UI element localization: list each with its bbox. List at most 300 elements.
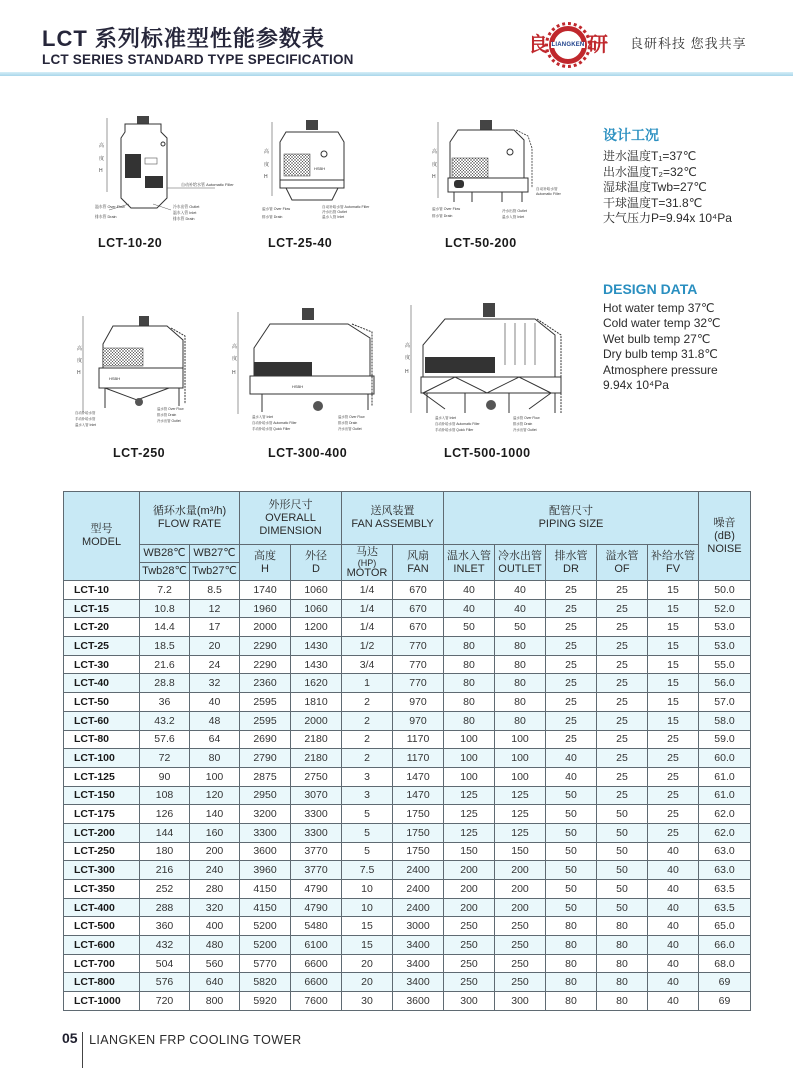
table-cell: 50 <box>597 842 648 861</box>
svg-text:自动补给水管: 自动补给水管 <box>536 187 558 191</box>
header-fan-en: FAN ASSEMBLY <box>351 518 434 530</box>
table-cell: 770 <box>393 674 444 693</box>
svg-text:高: 高 <box>232 344 238 350</box>
table-cell: 160 <box>190 823 240 842</box>
table-cell: 53.0 <box>699 637 751 656</box>
table-cell: 180 <box>140 842 190 861</box>
table-cell: 200 <box>495 861 546 880</box>
table-cell: 15 <box>648 693 699 712</box>
table-cell: 2000 <box>240 618 291 637</box>
table-cell: 1/4 <box>342 599 393 618</box>
header-model-cn: 型号 <box>90 523 113 535</box>
table-cell: 25 <box>648 823 699 842</box>
table-cell: 61.0 <box>699 767 751 786</box>
table-cell: 3070 <box>291 786 342 805</box>
table-cell: 80 <box>546 917 597 936</box>
svg-text:H: H <box>432 174 436 180</box>
header-noise-cn: 噪音 <box>713 516 736 529</box>
table-cell: 50 <box>546 898 597 917</box>
svg-text:度: 度 <box>77 358 83 364</box>
table-cell: 2690 <box>240 730 291 749</box>
table-cell: 50 <box>597 880 648 899</box>
header-piping-cn: 配管尺寸 <box>549 505 593 517</box>
header-wb27: WB27℃ <box>190 545 240 563</box>
svg-text:自动补给水管 Automatic Filler: 自动补给水管 Automatic Filler <box>322 205 370 209</box>
header-dim-en2: DIMENSION <box>259 524 322 537</box>
table-cell: 50.0 <box>699 581 751 600</box>
diagram-label: LCT-300-400 <box>268 446 348 460</box>
table-cell: 25 <box>546 655 597 674</box>
table-cell: 300 <box>495 992 546 1011</box>
table-cell: 40 <box>546 767 597 786</box>
cooling-tower-large-icon <box>432 118 592 223</box>
table-cell: 43.2 <box>140 711 190 730</box>
table-cell: 125 <box>444 786 495 805</box>
table-cell: 56.0 <box>699 674 751 693</box>
model-cell: LCT-40 <box>64 674 140 693</box>
header-wb28: WB28℃ <box>140 545 190 563</box>
table-cell: 25 <box>597 655 648 674</box>
table-cell: 280 <box>190 880 240 899</box>
design-data-line: 9.94x 10⁴Pa <box>603 378 669 392</box>
table-cell: 100 <box>444 749 495 768</box>
table-cell: 80 <box>444 674 495 693</box>
header-height-en: H <box>261 562 269 575</box>
table-cell: 3200 <box>240 805 291 824</box>
svg-text:自动补给水管: 自动补给水管 <box>75 411 96 415</box>
table-row <box>64 711 751 730</box>
table-cell: 288 <box>140 898 190 917</box>
table-cell: 1620 <box>291 674 342 693</box>
model-cell: LCT-150 <box>64 786 140 805</box>
svg-text:自动补给水管 Automatic Filler: 自动补给水管 Automatic Filler <box>252 421 297 425</box>
table-cell: 250 <box>495 917 546 936</box>
gear-icon <box>549 26 587 64</box>
table-cell: 80 <box>546 973 597 992</box>
table-cell: 250 <box>495 973 546 992</box>
table-cell: 63.0 <box>699 842 751 861</box>
table-cell: 2400 <box>393 898 444 917</box>
table-cell: 80 <box>597 936 648 955</box>
svg-text:自动补给水管 Automatic Filler: 自动补给水管 Automatic Filler <box>181 182 234 187</box>
model-cell: LCT-30 <box>64 655 140 674</box>
table-cell: 25 <box>597 581 648 600</box>
table-cell: 200 <box>495 880 546 899</box>
table-cell: 1170 <box>393 730 444 749</box>
table-cell: 36 <box>140 693 190 712</box>
table-cell: 20 <box>342 954 393 973</box>
model-cell: LCT-25 <box>64 637 140 656</box>
table-cell: 970 <box>393 693 444 712</box>
header-dia-cn: 外径 <box>305 549 327 562</box>
table-cell: 59.0 <box>699 730 751 749</box>
logo-left-char: 良 <box>528 34 548 56</box>
header-fan-cn: 送风装置 <box>370 505 415 517</box>
table-cell: 140 <box>190 805 240 824</box>
table-cell: 50 <box>546 861 597 880</box>
header-outlet-en: OUTLET <box>498 562 542 575</box>
table-cell: 5480 <box>291 917 342 936</box>
table-cell: 25 <box>648 730 699 749</box>
table-cell: 7.2 <box>140 581 190 600</box>
table-cell: 1060 <box>291 581 342 600</box>
table-cell: 90 <box>140 767 190 786</box>
header-piping-en: PIPING SIZE <box>538 518 604 530</box>
table-cell: 300 <box>444 992 495 1011</box>
table-cell: 2400 <box>393 880 444 899</box>
table-row <box>64 880 751 899</box>
table-cell: 25 <box>648 786 699 805</box>
brand-slogan: 良研科技 您我共享 <box>630 36 747 51</box>
svg-text:溢水管 Over Flow: 溢水管 Over Flow <box>157 407 184 411</box>
table-cell: 28.8 <box>140 674 190 693</box>
table-cell: 1/4 <box>342 581 393 600</box>
table-cell: 25 <box>648 749 699 768</box>
table-cell: 120 <box>190 786 240 805</box>
table-cell: 3300 <box>291 823 342 842</box>
table-cell: 80 <box>444 693 495 712</box>
svg-text:溢水管 Over Flow: 溢水管 Over Flow <box>513 416 540 420</box>
model-cell: LCT-200 <box>64 823 140 842</box>
table-cell: 65.0 <box>699 917 751 936</box>
table-cell: 100 <box>444 767 495 786</box>
svg-text:排水管 Drain: 排水管 Drain <box>173 217 195 221</box>
model-cell: LCT-125 <box>64 767 140 786</box>
specification-table <box>63 491 751 1011</box>
table-cell: 15 <box>648 655 699 674</box>
svg-text:冷水出管 Outlet: 冷水出管 Outlet <box>338 427 362 431</box>
header-model <box>64 492 140 581</box>
table-cell: 4150 <box>240 898 291 917</box>
table-cell: 15 <box>648 618 699 637</box>
table-row <box>64 655 751 674</box>
table-row <box>64 581 751 600</box>
model-cell: LCT-600 <box>64 936 140 955</box>
cooling-tower-small-icon <box>95 112 255 222</box>
table-cell: 1430 <box>291 637 342 656</box>
table-cell: 2 <box>342 730 393 749</box>
design-data-line: 湿球温度Twb=27℃ <box>603 180 707 194</box>
table-row <box>64 730 751 749</box>
svg-text:高: 高 <box>77 346 83 352</box>
svg-text:温水入管 Inlet: 温水入管 Inlet <box>252 415 273 419</box>
header-diameter <box>291 545 342 581</box>
table-cell: 480 <box>190 936 240 955</box>
table-cell: 5820 <box>240 973 291 992</box>
svg-text:HSBH: HSBH <box>109 376 121 381</box>
svg-text:H: H <box>99 168 103 174</box>
table-cell: 1200 <box>291 618 342 637</box>
table-cell: 125 <box>495 823 546 842</box>
design-data-line: Atmosphere pressure <box>603 362 718 377</box>
svg-text:排水管 Drain: 排水管 Drain <box>262 215 283 219</box>
table-cell: 2 <box>342 749 393 768</box>
svg-text:溢水管 Over Flow: 溢水管 Over Flow <box>262 207 291 211</box>
table-cell: 40 <box>648 861 699 880</box>
header-twb27: Twb27℃ <box>190 563 240 581</box>
table-cell: 320 <box>190 898 240 917</box>
model-cell: LCT-300 <box>64 861 140 880</box>
header-divider <box>0 72 793 76</box>
table-cell: 8.5 <box>190 581 240 600</box>
model-cell: LCT-20 <box>64 618 140 637</box>
table-cell: 25 <box>597 730 648 749</box>
footer-text: LIANGKEN FRP COOLING TOWER <box>89 1033 302 1047</box>
table-cell: 250 <box>444 954 495 973</box>
table-row <box>64 973 751 992</box>
model-cell: LCT-700 <box>64 954 140 973</box>
table-cell: 21.6 <box>140 655 190 674</box>
model-cell: LCT-1000 <box>64 992 140 1011</box>
header-outlet-cn: 冷水出管 <box>498 549 542 562</box>
model-cell: LCT-800 <box>64 973 140 992</box>
design-data-line: 出水温度T₂=32℃ <box>603 164 697 179</box>
table-cell: 25 <box>597 674 648 693</box>
table-cell: 48 <box>190 711 240 730</box>
table-cell: 504 <box>140 954 190 973</box>
table-cell: 80 <box>495 693 546 712</box>
table-cell: 2950 <box>240 786 291 805</box>
header-motor-en: MOTOR <box>346 566 388 579</box>
diagram-label: LCT-10-20 <box>98 236 163 250</box>
table-row <box>64 842 751 861</box>
table-cell: 560 <box>190 954 240 973</box>
table-row <box>64 917 751 936</box>
header-fan <box>393 545 444 581</box>
diagram-lct-500-1000 <box>405 295 570 435</box>
svg-text:HSBH: HSBH <box>292 384 304 389</box>
diagram-lct-50-200 <box>432 118 592 223</box>
table-cell: 5770 <box>240 954 291 973</box>
table-cell: 63.5 <box>699 898 751 917</box>
table-row <box>64 767 751 786</box>
svg-text:高: 高 <box>264 149 270 155</box>
svg-text:度: 度 <box>264 162 270 168</box>
table-cell: 58.0 <box>699 711 751 730</box>
header-inlet-cn: 温水入管 <box>447 549 491 562</box>
table-cell: 5 <box>342 805 393 824</box>
table-cell: 1430 <box>291 655 342 674</box>
table-cell: 30 <box>342 992 393 1011</box>
table-cell: 216 <box>140 861 190 880</box>
table-cell: 25 <box>597 749 648 768</box>
design-data-panel <box>603 125 793 394</box>
header-filler <box>648 545 699 581</box>
table-row <box>64 786 751 805</box>
table-cell: 60.0 <box>699 749 751 768</box>
header-fanc-en: FAN <box>407 562 429 575</box>
table-cell: 25 <box>597 693 648 712</box>
header-height <box>240 545 291 581</box>
table-cell: 14.4 <box>140 618 190 637</box>
table-cell: 15 <box>648 637 699 656</box>
table-cell: 240 <box>190 861 240 880</box>
table-cell: 3400 <box>393 954 444 973</box>
table-cell: 57.0 <box>699 693 751 712</box>
table-cell: 50 <box>597 898 648 917</box>
svg-text:排水管 Drain: 排水管 Drain <box>338 421 358 425</box>
table-cell: 432 <box>140 936 190 955</box>
table-cell: 144 <box>140 823 190 842</box>
table-cell: 80 <box>495 655 546 674</box>
diagram-lct-25-40 <box>262 118 412 223</box>
table-cell: 25 <box>597 618 648 637</box>
table-cell: 125 <box>495 786 546 805</box>
model-cell: LCT-250 <box>64 842 140 861</box>
table-row <box>64 674 751 693</box>
svg-text:温水入管 Inlet: 温水入管 Inlet <box>502 215 525 219</box>
table-cell: 15 <box>648 581 699 600</box>
table-cell: 800 <box>190 992 240 1011</box>
table-cell: 69 <box>699 973 751 992</box>
table-cell: 5200 <box>240 917 291 936</box>
table-cell: 720 <box>140 992 190 1011</box>
table-cell: 1 <box>342 674 393 693</box>
brand-logo <box>528 26 608 64</box>
design-data-line: 干球温度T=31.8℃ <box>603 195 703 210</box>
table-cell: 10 <box>342 880 393 899</box>
svg-text:HSBH: HSBH <box>314 166 326 171</box>
table-row <box>64 861 751 880</box>
table-cell: 1750 <box>393 805 444 824</box>
table-cell: 125 <box>444 805 495 824</box>
table-cell: 3300 <box>291 805 342 824</box>
table-cell: 20 <box>190 637 240 656</box>
table-cell: 80 <box>444 655 495 674</box>
table-cell: 108 <box>140 786 190 805</box>
header-inlet-en: INLET <box>453 562 485 575</box>
page-footer <box>62 1030 302 1068</box>
svg-text:溢水管 Over Flow: 溢水管 Over Flow <box>95 205 125 209</box>
svg-text:排水管 Drain: 排水管 Drain <box>157 413 177 417</box>
design-data-line: 大气压力P=9.94x 10⁴Pa <box>603 211 732 225</box>
table-cell: 670 <box>393 599 444 618</box>
table-cell: 250 <box>444 917 495 936</box>
table-cell: 17 <box>190 618 240 637</box>
table-cell: 80 <box>597 954 648 973</box>
table-cell: 40 <box>444 599 495 618</box>
table-cell: 50 <box>597 805 648 824</box>
svg-text:冷水出管 Outlet: 冷水出管 Outlet <box>502 209 527 213</box>
header-drain <box>546 545 597 581</box>
header-noise-unit: (dB) <box>714 529 735 542</box>
table-cell: 200 <box>495 898 546 917</box>
diagram-label: LCT-500-1000 <box>444 446 531 460</box>
table-cell: 1750 <box>393 842 444 861</box>
table-cell: 5 <box>342 823 393 842</box>
table-cell: 15 <box>342 917 393 936</box>
header-overall-dimension <box>240 492 342 545</box>
table-cell: 20 <box>342 973 393 992</box>
svg-text:H: H <box>77 370 81 376</box>
table-cell: 32 <box>190 674 240 693</box>
header-model-en: MODEL <box>81 536 122 548</box>
table-cell: 15 <box>648 599 699 618</box>
table-cell: 3 <box>342 786 393 805</box>
svg-text:温水入管 Inlet: 温水入管 Inlet <box>435 416 456 420</box>
table-cell: 80 <box>495 637 546 656</box>
table-cell: 25 <box>546 674 597 693</box>
diagram-label: LCT-50-200 <box>445 236 517 250</box>
table-cell: 72 <box>140 749 190 768</box>
page-title-en: LCT SERIES STANDARD TYPE SPECIFICATION <box>42 52 354 67</box>
table-cell: 2875 <box>240 767 291 786</box>
header-dim-cn: 外形尺寸 <box>268 498 313 511</box>
header-dr-cn: 排水管 <box>554 549 588 562</box>
table-cell: 80 <box>495 711 546 730</box>
table-cell: 80 <box>495 674 546 693</box>
table-cell: 970 <box>393 711 444 730</box>
table-cell: 2180 <box>291 749 342 768</box>
page-number: 05 <box>62 1030 78 1046</box>
header-fanc-cn: 风扇 <box>407 549 429 562</box>
logo-right-char: 研 <box>588 34 608 56</box>
svg-text:手动补给水管 Quick Filler: 手动补给水管 Quick Filler <box>252 427 291 431</box>
header-height-cn: 高度 <box>254 549 276 562</box>
model-cell: LCT-80 <box>64 730 140 749</box>
table-cell: 80 <box>444 637 495 656</box>
table-row <box>64 805 751 824</box>
table-cell: 25 <box>546 581 597 600</box>
table-cell: 80 <box>190 749 240 768</box>
table-cell: 4790 <box>291 898 342 917</box>
table-cell: 3/4 <box>342 655 393 674</box>
table-cell: 24 <box>190 655 240 674</box>
table-cell: 40 <box>190 693 240 712</box>
header-motor <box>342 545 393 581</box>
design-data-heading-en: DESIGN DATA <box>603 280 698 297</box>
table-cell: 1750 <box>393 823 444 842</box>
table-cell: 100 <box>495 749 546 768</box>
table-cell: 770 <box>393 637 444 656</box>
table-cell: 15 <box>648 711 699 730</box>
table-cell: 100 <box>495 730 546 749</box>
model-cell: LCT-100 <box>64 749 140 768</box>
table-cell: 3000 <box>393 917 444 936</box>
design-data-line: Cold water temp 32℃ <box>603 316 721 330</box>
header-flow-en: FLOW RATE <box>157 518 222 530</box>
table-cell: 10.8 <box>140 599 190 618</box>
design-data-heading-cn: 设计工况 <box>603 127 659 143</box>
table-cell: 1/4 <box>342 618 393 637</box>
table-cell: 640 <box>190 973 240 992</box>
table-cell: 25 <box>597 637 648 656</box>
header-dim-en1: OVERALL <box>265 511 316 524</box>
svg-text:度: 度 <box>432 162 438 168</box>
header-dr-en: DR <box>563 562 579 575</box>
svg-text:H: H <box>405 369 409 375</box>
table-cell: 25 <box>546 618 597 637</box>
table-cell: 2290 <box>240 637 291 656</box>
table-cell: 7600 <box>291 992 342 1011</box>
table-cell: 250 <box>444 973 495 992</box>
design-data-line: 进水温度T₁=37℃ <box>603 149 697 163</box>
table-cell: 80 <box>597 973 648 992</box>
table-cell: 40 <box>648 842 699 861</box>
table-cell: 3400 <box>393 936 444 955</box>
table-cell: 2750 <box>291 767 342 786</box>
svg-text:手动补给水管 Quick Filler: 手动补给水管 Quick Filler <box>435 428 474 432</box>
table-cell: 250 <box>495 936 546 955</box>
diagram-lct-250 <box>75 300 195 430</box>
svg-text:冷水出管 Outlet: 冷水出管 Outlet <box>173 205 200 209</box>
table-cell: 50 <box>597 861 648 880</box>
table-cell: 50 <box>495 618 546 637</box>
table-cell: 150 <box>495 842 546 861</box>
table-cell: 2595 <box>240 693 291 712</box>
design-data-line: Wet bulb temp 27℃ <box>603 331 711 346</box>
table-cell: 200 <box>444 880 495 899</box>
